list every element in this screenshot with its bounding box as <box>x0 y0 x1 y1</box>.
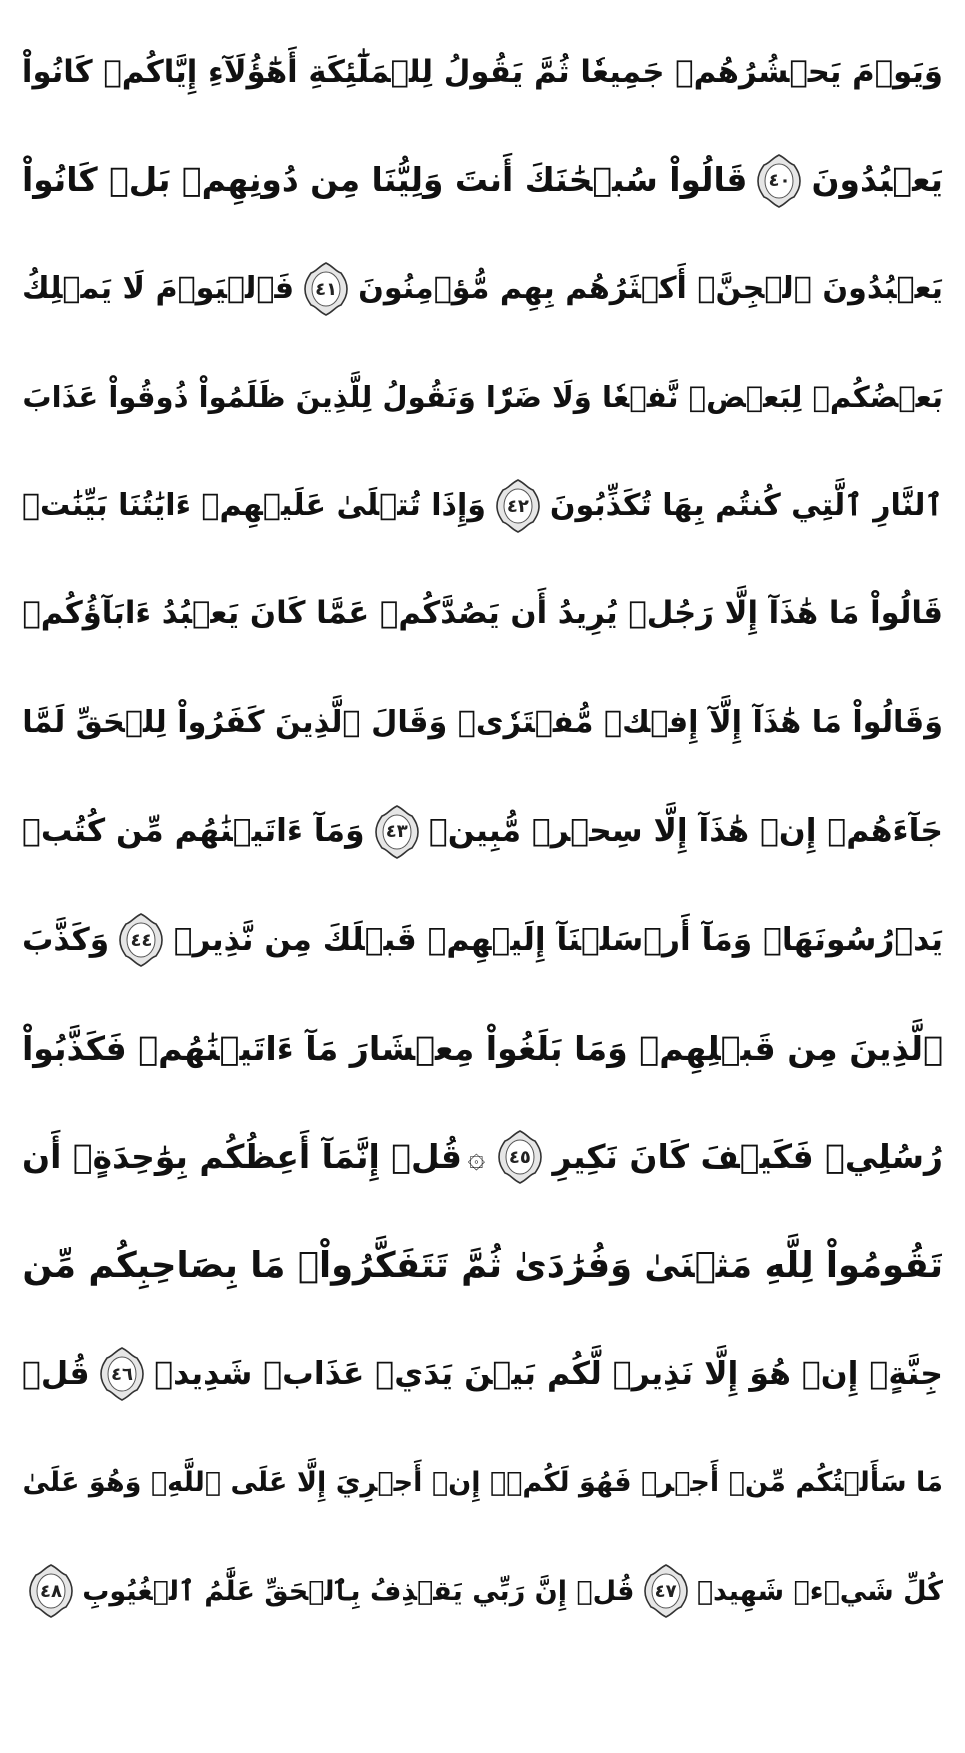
text-line <box>22 995 943 1104</box>
text-line <box>22 127 943 236</box>
ayah-number: ٤١ <box>315 278 338 300</box>
ayah-number-marker <box>97 1346 147 1402</box>
ayah-number: ٤٢ <box>506 495 529 517</box>
text-line <box>22 452 943 561</box>
ayah-number-marker <box>495 1129 545 1185</box>
ayah-number: ٤٠ <box>768 170 791 192</box>
text-line <box>22 886 943 995</box>
verse-text: قُلۡ إِنَّ رَبِّي يَقۡذِفُ بِٱلۡحَقِّ عَلَّٰمُ ٱلۡغُيُوبِ <box>82 1575 635 1607</box>
verse-text: قُلۡ إِنَّمَآ أَعِظُكُم بِوَٰحِدَةٍۖ أَن <box>22 1136 462 1176</box>
verse-text: وَكَذَّبَ <box>22 921 110 958</box>
verse-text: تَقُومُواْ لِلَّهِ مَثۡنَىٰ وَفُرَٰدَىٰ ثُمَّ تَتَفَكَّرُواْۚ مَا بِصَاحِبِكُم مِّن <box>22 1245 943 1287</box>
text-line <box>22 1212 943 1321</box>
hizb-star-icon: ۞ <box>467 1139 486 1175</box>
text-line <box>22 235 943 344</box>
verse-text: قَالُواْ سُبۡحَٰنَكَ أَنتَ وَلِيُّنَا مِن دُونِهِمۖ بَلۡ كَانُواْ <box>22 160 748 200</box>
ayah-number: ٤٧ <box>654 1580 677 1602</box>
ayah-number-marker <box>754 153 804 209</box>
verse-text: ٱلَّذِينَ مِن قَبۡلِهِمۡ وَمَا بَلَغُواْ مِعۡشَارَ مَآ ءَاتَيۡنَٰهُمۡ فَكَذَّبُواْ <box>22 1029 943 1069</box>
verse-text: كُلِّ شَيۡءٖ شَهِيدٞ <box>696 1575 943 1607</box>
verse-text: قُلۡ <box>22 1355 90 1392</box>
ayah-number-marker <box>301 261 351 317</box>
ayah-number-marker <box>26 1563 76 1619</box>
verse-text: ٱلنَّارِ ٱلَّتِي كُنتُم بِهَا تُكَذِّبُونَ <box>549 488 943 524</box>
verse-text: جِنَّةٍۚ إِنۡ هُوَ إِلَّا نَذِيرٞ لَّكُم بَيۡنَ يَدَيۡ عَذَابٖ شَدِيدٖ <box>154 1355 943 1392</box>
verse-text: جَآءَهُمۡ إِنۡ هَٰذَآ إِلَّا سِحۡرٞ مُّبِينٞ <box>428 813 943 850</box>
text-line <box>22 18 943 127</box>
text-line <box>22 1537 943 1646</box>
text-line <box>22 1429 943 1538</box>
verse-text: رُسُلِيۖ فَكَيۡفَ كَانَ نَكِيرِ <box>552 1136 943 1176</box>
text-line <box>22 1320 943 1429</box>
verse-text: يَعۡبُدُونَ <box>811 160 943 200</box>
verse-text: وَيَوۡمَ يَحۡشُرُهُمۡ جَمِيعٗا ثُمَّ يَقُولُ لِلۡمَلَٰٓئِكَةِ أَهَٰٓؤُلَآءِ إِيَّاكُمۡ كَانُواْ <box>22 53 943 90</box>
verse-text: فَٱلۡيَوۡمَ لَا يَمۡلِكُ <box>22 271 295 307</box>
verse-text: بَعۡضُكُمۡ لِبَعۡضٖ نَّفۡعٗا وَلَا ضَرّٗا وَنَقُولُ لِلَّذِينَ ظَلَمُواْ ذُوقُواْ عَذَابَ <box>22 380 943 415</box>
text-line <box>22 669 943 778</box>
verse-text: يَدۡرُسُونَهَاۖ وَمَآ أَرۡسَلۡنَآ إِلَيۡهِمۡ قَبۡلَكَ مِن نَّذِيرٖ <box>173 921 943 958</box>
text-line <box>22 561 943 670</box>
verse-text: وَمَآ ءَاتَيۡنَٰهُم مِّن كُتُبٖ <box>22 813 365 850</box>
ayah-number-marker <box>641 1563 691 1619</box>
verse-text: قَالُواْ مَا هَٰذَآ إِلَّا رَجُلٞ يُرِيدُ أَن يَصُدَّكُمۡ عَمَّا كَانَ يَعۡبُدُ ءَابَآؤُكُمۡ <box>22 596 943 632</box>
ayah-number: ٤٦ <box>110 1363 133 1385</box>
verse-text: يَعۡبُدُونَ ٱلۡجِنَّۖ أَكۡثَرُهُم بِهِم مُّؤۡمِنُونَ <box>358 271 943 307</box>
ayah-number-marker <box>493 478 543 534</box>
verse-text: وَقَالُواْ مَا هَٰذَآ إِلَّآ إِفۡكٞ مُّفۡتَرٗىۚ وَقَالَ ٱلَّذِينَ كَفَرُواْ لِلۡحَقِّ لَمَّا <box>22 705 943 741</box>
verse-text: وَإِذَا تُتۡلَىٰ عَلَيۡهِمۡ ءَايَٰتُنَا بَيِّنَٰتٖ <box>22 488 486 524</box>
text-line <box>22 1103 943 1212</box>
ayah-number: ٤٨ <box>40 1580 63 1602</box>
ayah-number-marker <box>372 804 422 860</box>
verse-text: مَا سَأَلۡتُكُم مِّنۡ أَجۡرٖ فَهُوَ لَكُمۡۖ إِنۡ أَجۡرِيَ إِلَّا عَلَى ٱللَّهِۖ وَهُوَ عَلَىٰ <box>22 1467 943 1499</box>
text-line <box>22 778 943 887</box>
ayah-number: ٤٣ <box>385 821 408 843</box>
ayah-number: ٤٤ <box>130 929 153 951</box>
ayah-number: ٤٥ <box>508 1146 531 1168</box>
ayah-number-marker <box>116 912 166 968</box>
text-line <box>22 344 943 453</box>
